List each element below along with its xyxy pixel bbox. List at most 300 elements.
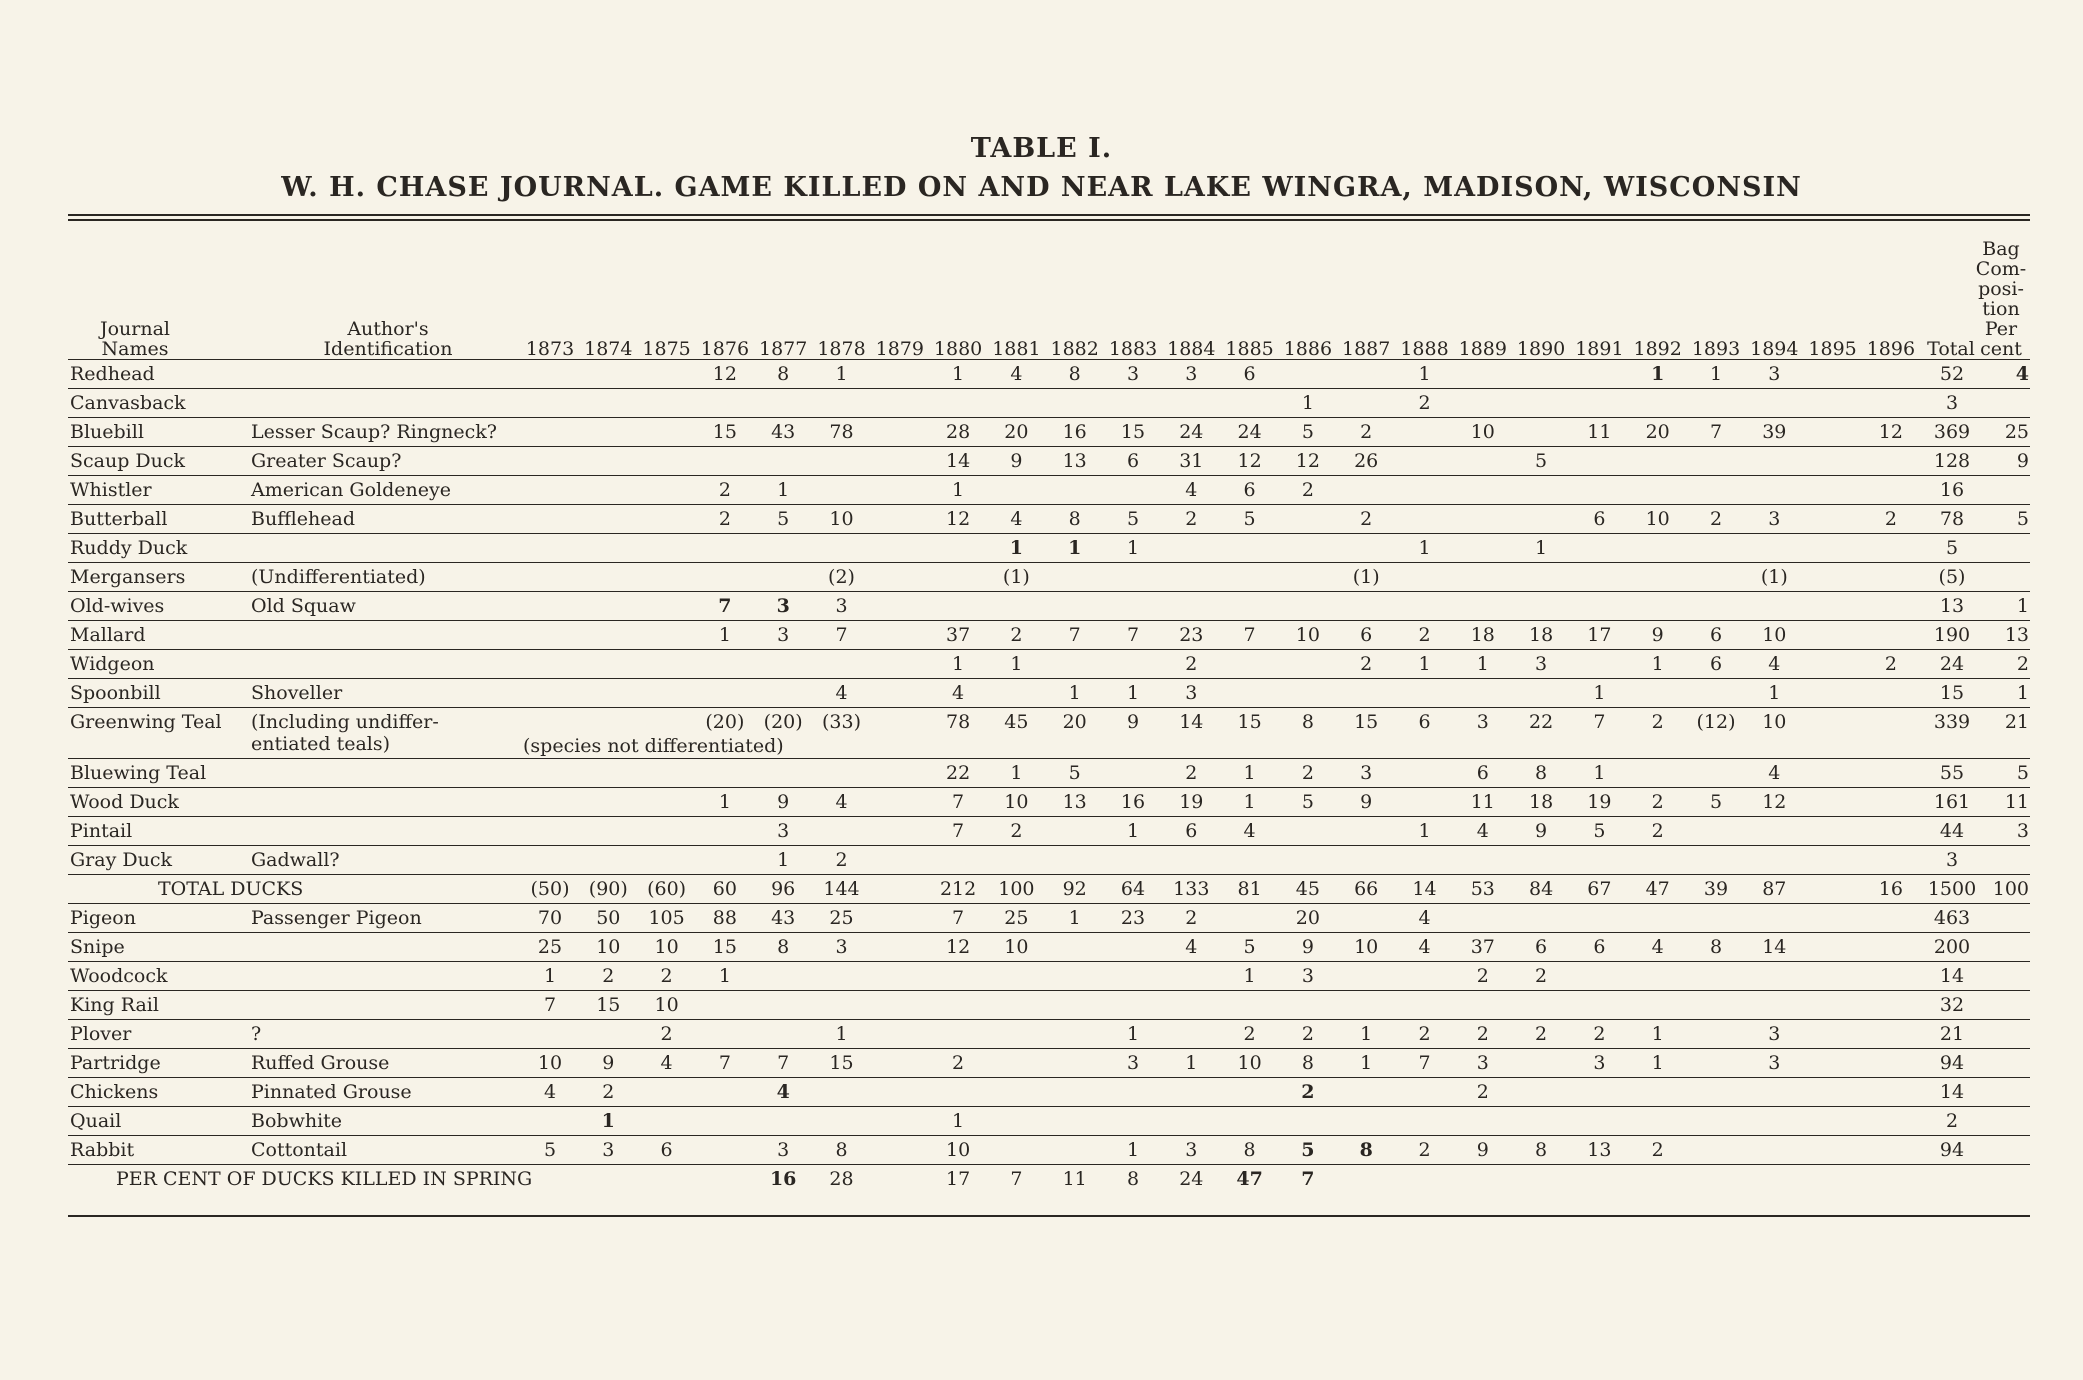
table-cell: 21 <box>2004 711 2029 733</box>
table-cell: 2 <box>1535 1023 1548 1045</box>
table-cell: 3 <box>1126 1052 1140 1074</box>
table-cell: 7 <box>1010 1168 1023 1190</box>
table-cell: 88 <box>712 907 737 929</box>
table-cell: 3 <box>835 936 848 958</box>
table-cell: 10 <box>1762 624 1787 646</box>
table-cell: 5 <box>777 508 790 530</box>
table-cell: 60 <box>712 878 737 900</box>
table-cell: 1 <box>1360 1052 1373 1074</box>
table-cell: 6 <box>1535 936 1548 958</box>
table-row <box>68 620 2030 649</box>
table-cell: 7 <box>1126 624 1140 646</box>
table-cell: 8 <box>1535 762 1548 784</box>
table-cell: 25 <box>537 936 563 958</box>
header-year: 1888 <box>1400 338 1449 360</box>
table-row <box>68 359 2030 388</box>
table-cell: 1 <box>1535 537 1548 559</box>
table-row <box>68 475 2030 504</box>
table-cell: 2 <box>1185 653 1198 675</box>
table-cell: 3 <box>1360 762 1373 784</box>
header-total: Total <box>1927 338 1975 360</box>
row-identification: Shoveller <box>251 682 343 704</box>
table-cell: 15 <box>1237 711 1262 733</box>
table-cell: 7 <box>952 791 965 813</box>
table-cell: 25 <box>1004 907 1029 929</box>
row-identification: Passenger Pigeon <box>251 907 422 929</box>
table-cell: 4 <box>1243 820 1256 842</box>
table-cell: 1 <box>835 1023 848 1045</box>
header-year: 1892 <box>1633 338 1682 360</box>
table-cell: 6 <box>1126 450 1140 472</box>
row-journal-name: Wood Duck <box>70 791 179 813</box>
table-cell: 24 <box>1179 1168 1204 1190</box>
table-cell: 4 <box>2015 363 2029 385</box>
header-year: 1881 <box>992 338 1041 360</box>
table-cell: 7 <box>543 994 557 1016</box>
table-cell: 47 <box>1236 1168 1263 1190</box>
header-year: 1894 <box>1750 338 1799 360</box>
row-journal-name: Mallard <box>70 624 146 646</box>
table-cell: 339 <box>1933 711 1971 733</box>
table-cell: 3 <box>1185 1139 1198 1161</box>
row-identification: Old Squaw <box>251 595 356 617</box>
table-cell: 8 <box>1068 508 1081 530</box>
table-cell: 3 <box>1301 965 1314 987</box>
table-cell: 16 <box>1878 878 1903 900</box>
table-cell: 2 <box>1418 392 1431 414</box>
table-cell: 9 <box>1476 1139 1489 1161</box>
table-cell: 2 <box>1243 1023 1256 1045</box>
table-cell: 6 <box>1593 936 1606 958</box>
table-cell: 14 <box>1762 936 1787 958</box>
table-cell: 5 <box>1535 450 1548 472</box>
table-cell: 10 <box>829 508 854 530</box>
table-cell: 1 <box>1418 537 1431 559</box>
table-cell: 10 <box>946 1139 971 1161</box>
table-cell: 52 <box>1939 363 1965 385</box>
table-row <box>68 417 2030 446</box>
table-cell: 23 <box>1120 907 1146 929</box>
table-cell: 2 <box>1185 508 1198 530</box>
table-cell: 105 <box>648 907 685 929</box>
table-cell: 7 <box>1068 624 1081 646</box>
table-cell: 37 <box>1470 936 1495 958</box>
row-journal-name: Scaup Duck <box>70 450 186 472</box>
table-cell: 78 <box>1939 508 1965 530</box>
table-cell: 14 <box>1179 711 1204 733</box>
table-row <box>68 845 2030 874</box>
table-cell: 6 <box>660 1139 673 1161</box>
row-journal-name: Pintail <box>70 820 133 842</box>
table-cell: (90) <box>588 878 628 900</box>
table-cell: (20) <box>763 711 803 733</box>
table-cell: 2 <box>602 965 615 987</box>
row-journal-name: TOTAL DUCKS <box>158 878 304 900</box>
table-cell: 3 <box>1476 711 1489 733</box>
table-row <box>68 446 2030 475</box>
table-cell: 3 <box>776 595 790 617</box>
table-cell: 2 <box>1418 1139 1431 1161</box>
table-cell: 2 <box>1301 1023 1314 1045</box>
table-cell: 1 <box>1126 820 1140 842</box>
table-cell: 16 <box>1062 421 1087 443</box>
table-cell: 2 <box>1301 762 1314 784</box>
header-year: 1875 <box>642 338 691 360</box>
table-row <box>68 591 2030 620</box>
table-cell: 5 <box>2016 762 2029 784</box>
table-cell: 28 <box>946 421 971 443</box>
table-cell: 5 <box>1301 1139 1315 1161</box>
table-cell: 4 <box>1010 363 1023 385</box>
table-cell: 2 <box>1709 508 1723 530</box>
table-header <box>68 224 2030 359</box>
table-cell: 7 <box>777 1052 790 1074</box>
game-table <box>68 224 2030 1193</box>
table-cell: 3 <box>1185 682 1198 704</box>
table-cell: 1 <box>1068 907 1081 929</box>
header-year: 1874 <box>584 338 633 360</box>
table-cell: 22 <box>1529 711 1554 733</box>
header-year: 1885 <box>1225 338 1274 360</box>
table-cell: 2 <box>2016 653 2029 675</box>
table-cell: 2 <box>602 1081 615 1103</box>
table-cell: 8 <box>1126 1168 1140 1190</box>
table-cell: 6 <box>1360 624 1373 646</box>
table-cell: 2 <box>1360 653 1373 675</box>
header-year: 1893 <box>1691 338 1741 360</box>
table-cell: 1 <box>1418 363 1431 385</box>
header-year: 1891 <box>1575 338 1624 360</box>
header-year: 1890 <box>1516 338 1566 360</box>
table-cell: 6 <box>1243 363 1256 385</box>
table-cell: 1 <box>1651 1023 1664 1045</box>
table-cell: (1) <box>1002 566 1030 588</box>
row-identification: (Undifferentiated) <box>251 566 426 588</box>
table-cell: 12 <box>1878 421 1903 443</box>
row-identification: Greater Scaup? <box>251 450 402 472</box>
header-year: 1873 <box>525 338 575 360</box>
table-cell: 2 <box>1651 1139 1664 1161</box>
table-cell: 100 <box>1992 878 2029 900</box>
table-cell: 8 <box>835 1139 848 1161</box>
row-journal-name: Gray Duck <box>70 849 172 871</box>
table-cell: 1 <box>952 479 965 501</box>
table-cell: 3 <box>1945 392 1959 414</box>
row-journal-name: Redhead <box>70 363 155 385</box>
row-journal-name: Old-wives <box>70 595 165 617</box>
table-cell: 1 <box>2016 682 2029 704</box>
table-cell: 37 <box>946 624 971 646</box>
table-cell: 1 <box>952 1110 965 1132</box>
table-cell: 100 <box>998 878 1035 900</box>
table-cell: 1 <box>1768 682 1781 704</box>
table-cell: 19 <box>1179 791 1204 813</box>
row-journal-name: Mergansers <box>70 566 186 588</box>
table-cell: 7 <box>1418 1052 1431 1074</box>
table-cell: 4 <box>776 1081 790 1103</box>
table-cell: 2 <box>660 965 673 987</box>
table-cell: 1 <box>543 965 557 987</box>
table-cell: (1) <box>1760 566 1788 588</box>
table-row <box>68 787 2030 816</box>
row-identification: Cottontail <box>251 1139 348 1161</box>
table-cell: 9 <box>602 1052 615 1074</box>
table-cell: 39 <box>1703 878 1729 900</box>
row-journal-name: Partridge <box>70 1052 161 1074</box>
table-cell: 55 <box>1939 762 1965 784</box>
table-cell: 10 <box>596 936 621 958</box>
table-cell: 1 <box>952 653 965 675</box>
table-cell: 15 <box>596 994 621 1016</box>
table-cell: 4 <box>1476 820 1489 842</box>
table-cell: 25 <box>829 907 854 929</box>
table-cell: 2 <box>1476 1081 1489 1103</box>
table-cell: 16 <box>1120 791 1146 813</box>
row-journal-name: Pigeon <box>70 907 136 929</box>
table-cell: 50 <box>596 907 621 929</box>
table-cell: 81 <box>1237 878 1262 900</box>
table-cell: 1 <box>1593 762 1606 784</box>
table-cell: 25 <box>2004 421 2029 443</box>
row-journal-name: Chickens <box>70 1081 159 1103</box>
table-cell: 94 <box>1939 1052 1965 1074</box>
table-cell: 24 <box>1939 653 1965 675</box>
table-cell: 10 <box>1004 791 1029 813</box>
header-year: 1878 <box>817 338 866 360</box>
table-cell: 1 <box>1476 653 1489 675</box>
table-cell: 9 <box>2016 450 2029 472</box>
table-cell: 2 <box>1360 421 1373 443</box>
table-cell: (20) <box>705 711 745 733</box>
table-cell: 4 <box>1185 936 1198 958</box>
table-cell: 1 <box>601 1110 615 1132</box>
table-cell: (2) <box>828 566 855 588</box>
table-cell: 1 <box>1185 1052 1198 1074</box>
table-cell: 1 <box>1418 820 1431 842</box>
table-cell: 64 <box>1120 878 1146 900</box>
table-cell: 3 <box>777 1139 790 1161</box>
table-cell: 1 <box>2016 595 2029 617</box>
table-cell: 1 <box>1126 537 1140 559</box>
table-cell: 5 <box>1301 791 1314 813</box>
header-year: 1876 <box>700 338 750 360</box>
table-cell: 3 <box>1593 1052 1606 1074</box>
table-cell: 9 <box>1010 450 1023 472</box>
table-cell: 7 <box>718 595 732 617</box>
table-cell: 70 <box>537 907 563 929</box>
table-cell: 1 <box>1651 1052 1664 1074</box>
table-cell: 32 <box>1939 994 1965 1016</box>
table-cell: 24 <box>1237 421 1262 443</box>
table-cell: 12 <box>1295 450 1320 472</box>
table-cell: 1 <box>1418 653 1431 675</box>
table-cell: 5 <box>1301 421 1314 443</box>
header-double-rule <box>68 214 2030 221</box>
table-cell: 2 <box>1010 820 1023 842</box>
row-journal-name: Quail <box>70 1110 122 1132</box>
table-cell: 3 <box>777 820 790 842</box>
row-journal-name: Bluewing Teal <box>70 762 207 784</box>
table-cell: 8 <box>1243 1139 1256 1161</box>
table-cell: 14 <box>1939 1081 1965 1103</box>
table-cell: 2 <box>1418 624 1431 646</box>
header-year: 1879 <box>875 338 924 360</box>
table-cell: 1500 <box>1927 878 1977 900</box>
table-cell: 4 <box>1651 936 1664 958</box>
table-cell: 43 <box>771 421 796 443</box>
table-cell: 92 <box>1062 878 1087 900</box>
table-cell: 22 <box>946 762 971 784</box>
table-cell: 20 <box>1004 421 1029 443</box>
table-cell: 5 <box>2016 508 2029 530</box>
table-cell: 78 <box>829 421 854 443</box>
table-cell: 2 <box>1884 653 1897 675</box>
table-cell: 1 <box>718 791 731 813</box>
table-cell: 17 <box>946 1168 971 1190</box>
table-cell: 96 <box>771 878 796 900</box>
table-cell: 1 <box>1360 1023 1373 1045</box>
table-cell: 2 <box>1945 1110 1959 1132</box>
table-cell: 3 <box>1768 363 1781 385</box>
table-cell: 6 <box>1243 479 1256 501</box>
table-cell: 4 <box>835 791 848 813</box>
row-identification: Bobwhite <box>251 1110 343 1132</box>
table-cell: 9 <box>777 791 790 813</box>
table-row <box>68 816 2030 845</box>
table-cell: 9 <box>1301 936 1314 958</box>
table-cell: 5 <box>1068 762 1081 784</box>
table-cell: 2 <box>1476 965 1489 987</box>
table-cell: 10 <box>1470 421 1495 443</box>
table-cell: 1 <box>1126 1139 1140 1161</box>
table-cell: 1 <box>1068 537 1082 559</box>
table-cell: 1 <box>718 624 731 646</box>
table-row <box>68 874 2030 903</box>
table-cell: 4 <box>1418 936 1431 958</box>
row-identification: ? <box>251 1023 262 1045</box>
header-year: 1880 <box>933 338 983 360</box>
table-cell: 12 <box>946 936 971 958</box>
table-cell: 87 <box>1762 878 1787 900</box>
table-cell: 4 <box>1768 653 1781 675</box>
table-cell: (12) <box>1696 711 1736 733</box>
table-cell: 133 <box>1173 878 1210 900</box>
table-cell: 1 <box>952 363 965 385</box>
table-cell: 4 <box>1418 907 1431 929</box>
table-cell: 4 <box>660 1052 673 1074</box>
table-cell: 8 <box>1068 363 1081 385</box>
table-cell: 6 <box>1709 653 1723 675</box>
table-cell: 3 <box>835 595 848 617</box>
table-cell: 12 <box>946 508 971 530</box>
table-cell: 3 <box>1768 1052 1781 1074</box>
table-cell: 3 <box>1768 508 1781 530</box>
table-cell: 14 <box>1939 965 1965 987</box>
table-cell: 3 <box>2016 820 2029 842</box>
table-cell: 14 <box>1412 878 1437 900</box>
table-cell: 1 <box>1243 965 1256 987</box>
row-journal-name: Rabbit <box>70 1139 135 1161</box>
table-cell: 15 <box>829 1052 854 1074</box>
table-cell: 15 <box>1120 421 1146 443</box>
table-cell: 2 <box>1418 1023 1431 1045</box>
table-cell: 45 <box>1295 878 1320 900</box>
table-cell: 17 <box>1587 624 1612 646</box>
bottom-rule <box>68 1215 2030 1217</box>
table-row <box>68 1077 2030 1106</box>
table-cell: 8 <box>1301 1052 1314 1074</box>
table-cell: 2 <box>718 479 731 501</box>
table-cell: 4 <box>835 682 848 704</box>
table-cell: 14 <box>946 450 971 472</box>
table-row <box>68 388 2030 417</box>
table-cell: 5 <box>1243 508 1256 530</box>
table-cell: 5 <box>1243 936 1256 958</box>
table-cell: (60) <box>647 878 687 900</box>
table-cell: 7 <box>835 624 848 646</box>
table-cell: 4 <box>1010 508 1023 530</box>
table-cell: 18 <box>1529 624 1554 646</box>
table-cell: 2 <box>835 849 848 871</box>
table-cell: 67 <box>1587 878 1612 900</box>
table-row <box>68 707 2030 758</box>
table-cell: 9 <box>1651 624 1664 646</box>
table-cell: 3 <box>602 1139 615 1161</box>
table-row <box>68 961 2030 990</box>
table-cell: 6 <box>1185 820 1198 842</box>
table-cell: 10 <box>1295 624 1320 646</box>
table-cell: 190 <box>1933 624 1971 646</box>
table-cell: 2 <box>1535 965 1548 987</box>
table-row <box>68 903 2030 932</box>
table-cell: 18 <box>1470 624 1495 646</box>
table-cell: 2 <box>1651 791 1664 813</box>
table-row <box>68 1135 2030 1164</box>
table-cell: 43 <box>771 907 796 929</box>
row-journal-name: Widgeon <box>70 653 155 675</box>
table-cell: 13 <box>1587 1139 1612 1161</box>
table-row <box>68 1048 2030 1077</box>
table-cell: 5 <box>1126 508 1140 530</box>
row-journal-name: Bluebill <box>70 421 144 443</box>
table-cell: 13 <box>1062 791 1087 813</box>
table-cell: 20 <box>1062 711 1087 733</box>
table-cell: 1 <box>777 479 790 501</box>
table-cell: 7 <box>952 820 965 842</box>
table-cell: 24 <box>1179 421 1204 443</box>
table-cell: 78 <box>946 711 971 733</box>
table-cell: 1 <box>1009 537 1023 559</box>
header-journal-names: Journal Names <box>99 318 171 360</box>
table-cell: 18 <box>1529 791 1554 813</box>
table-cell: 26 <box>1354 450 1379 472</box>
table-cell: 10 <box>1004 936 1029 958</box>
table-row <box>68 990 2030 1019</box>
row-identification: Bufflehead <box>251 508 355 530</box>
row-journal-name: Whistler <box>70 479 152 501</box>
table-cell: 94 <box>1939 1139 1965 1161</box>
table-cell: 1 <box>1651 653 1664 675</box>
table-cell: 47 <box>1645 878 1670 900</box>
table-cell: (5) <box>1938 566 1966 588</box>
table-cell: 7 <box>1243 624 1256 646</box>
table-cell: 463 <box>1933 907 1971 929</box>
table-cell: 1 <box>1010 762 1023 784</box>
table-cell: 11 <box>1587 421 1612 443</box>
table-cell: 2 <box>1301 1081 1315 1103</box>
header-year: 1884 <box>1167 338 1216 360</box>
row-identification: (Including undiffer- <box>251 711 439 733</box>
